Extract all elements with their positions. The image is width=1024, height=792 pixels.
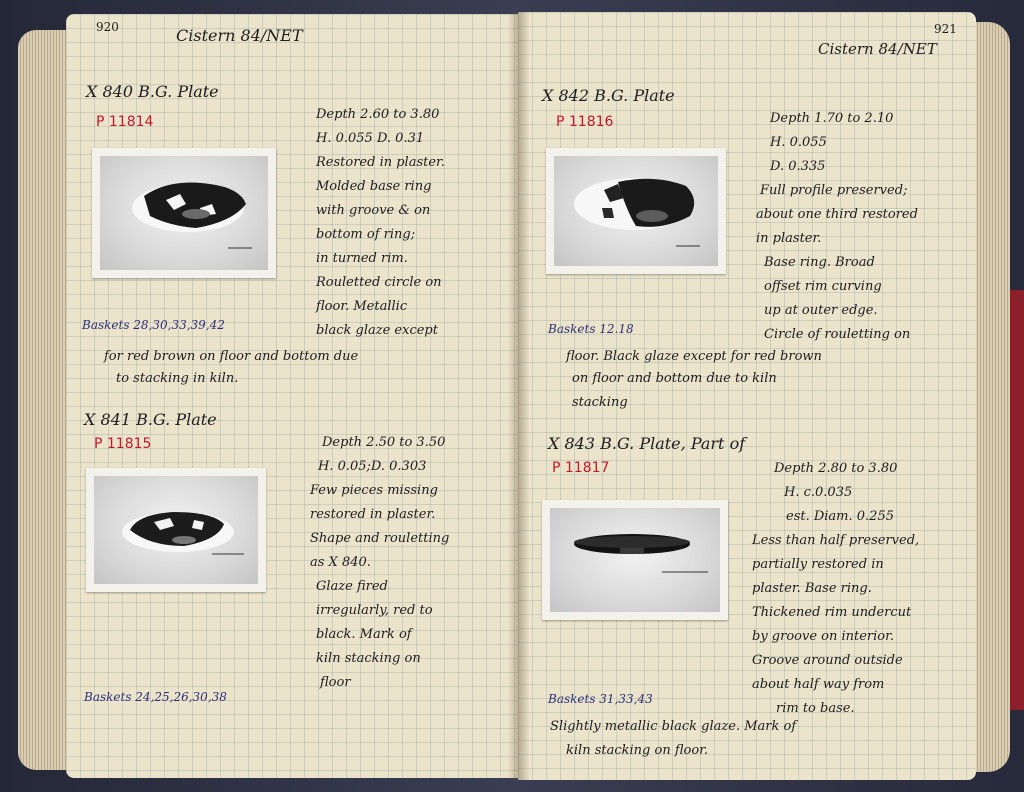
note-line: Molded base ring [316, 179, 432, 194]
note-line: offset rim curving [764, 279, 882, 294]
entry-heading: X 843 B.G. Plate, Part of [548, 434, 746, 453]
page-header: Cistern 84/NET [176, 26, 303, 45]
p-number: P 11816 [556, 114, 614, 130]
note-line: H. 0.055 [770, 135, 827, 150]
continuation-line: to stacking in kiln. [116, 371, 239, 386]
entry-heading: X 842 B.G. Plate [542, 86, 675, 105]
baskets-list: Baskets 31,33,43 [548, 692, 653, 706]
note-line: as X 840. [310, 555, 371, 570]
note-line: Less than half preserved, [752, 533, 920, 548]
note-line: rim to base. [776, 701, 855, 716]
note-line: Glaze fired [316, 579, 388, 594]
p-number: P 11817 [552, 460, 610, 476]
note-line: Few pieces missing [310, 483, 438, 498]
plate-image [554, 156, 718, 266]
note-line: floor [320, 675, 351, 690]
p-number: P 11815 [94, 436, 152, 452]
note-line: Restored in plaster. [316, 155, 445, 170]
book-gutter [508, 12, 530, 780]
entry-heading: X 840 B.G. Plate [86, 82, 219, 101]
page-number: 920 [96, 20, 119, 34]
note-line: Rouletted circle on [316, 275, 442, 290]
continuation-line: for red brown on floor and bottom due [104, 349, 359, 364]
p-number: P 11814 [96, 114, 154, 130]
note-line: Shape and rouletting [310, 531, 450, 546]
note-line: kiln stacking on [316, 651, 421, 666]
note-line: partially restored in [752, 557, 884, 572]
note-line: Base ring. Broad [764, 255, 875, 270]
page-number: 921 [934, 22, 957, 36]
continuation-line: on floor and bottom due to kiln [572, 371, 777, 386]
note-line: black. Mark of [316, 627, 412, 642]
plate-image [100, 156, 268, 270]
photo-plate-x842 [546, 148, 726, 274]
note-line: H. c.0.035 [784, 485, 853, 500]
note-line: Depth 2.50 to 3.50 [322, 435, 446, 450]
photo-plate-x840 [92, 148, 276, 278]
baskets-list: Baskets 12.18 [548, 322, 634, 336]
note-line: restored in plaster. [310, 507, 436, 522]
note-line: est. Diam. 0.255 [786, 509, 894, 524]
continuation-line: floor. Black glaze except for red brown [566, 349, 822, 364]
note-line: floor. Metallic [316, 299, 408, 314]
plate-image [550, 508, 720, 612]
baskets-list: Baskets 28,30,33,39,42 [82, 318, 225, 332]
cover-red-edge [1010, 290, 1024, 710]
continuation-line: Slightly metallic black glaze. Mark of [550, 719, 797, 734]
note-line: Groove around outside [752, 653, 903, 668]
note-line: Depth 2.80 to 3.80 [774, 461, 898, 476]
note-line: Depth 2.60 to 3.80 [316, 107, 440, 122]
note-line: Thickened rim undercut [752, 605, 912, 620]
page-header: Cistern 84/NET [818, 40, 937, 58]
note-line: up at outer edge. [764, 303, 878, 318]
photo-plate-x843 [542, 500, 728, 620]
note-line: by groove on interior. [752, 629, 895, 644]
note-line: Depth 1.70 to 2.10 [770, 111, 894, 126]
baskets-list: Baskets 24,25,26,30,38 [84, 690, 227, 704]
note-line: plaster. Base ring. [752, 581, 872, 596]
continuation-line: kiln stacking on floor. [566, 743, 709, 758]
note-line: D. 0.335 [770, 159, 826, 174]
note-line: Circle of rouletting on [764, 327, 911, 342]
plate-image [94, 476, 258, 584]
note-line: H. 0.055 D. 0.31 [316, 131, 425, 146]
note-line: in plaster. [756, 231, 822, 246]
note-line: irregularly, red to [316, 603, 433, 618]
note-line: with groove & on [316, 203, 431, 218]
photo-plate-x841 [86, 468, 266, 592]
continuation-line: stacking [572, 395, 628, 410]
entry-heading: X 841 B.G. Plate [84, 410, 217, 429]
note-line: in turned rim. [316, 251, 408, 266]
note-line: H. 0.05;D. 0.303 [318, 459, 427, 474]
note-line: Full profile preserved; [760, 183, 908, 198]
note-line: black glaze except [316, 323, 438, 338]
note-line: bottom of ring; [316, 227, 416, 242]
note-line: about one third restored [756, 207, 918, 222]
note-line: about half way from [752, 677, 885, 692]
